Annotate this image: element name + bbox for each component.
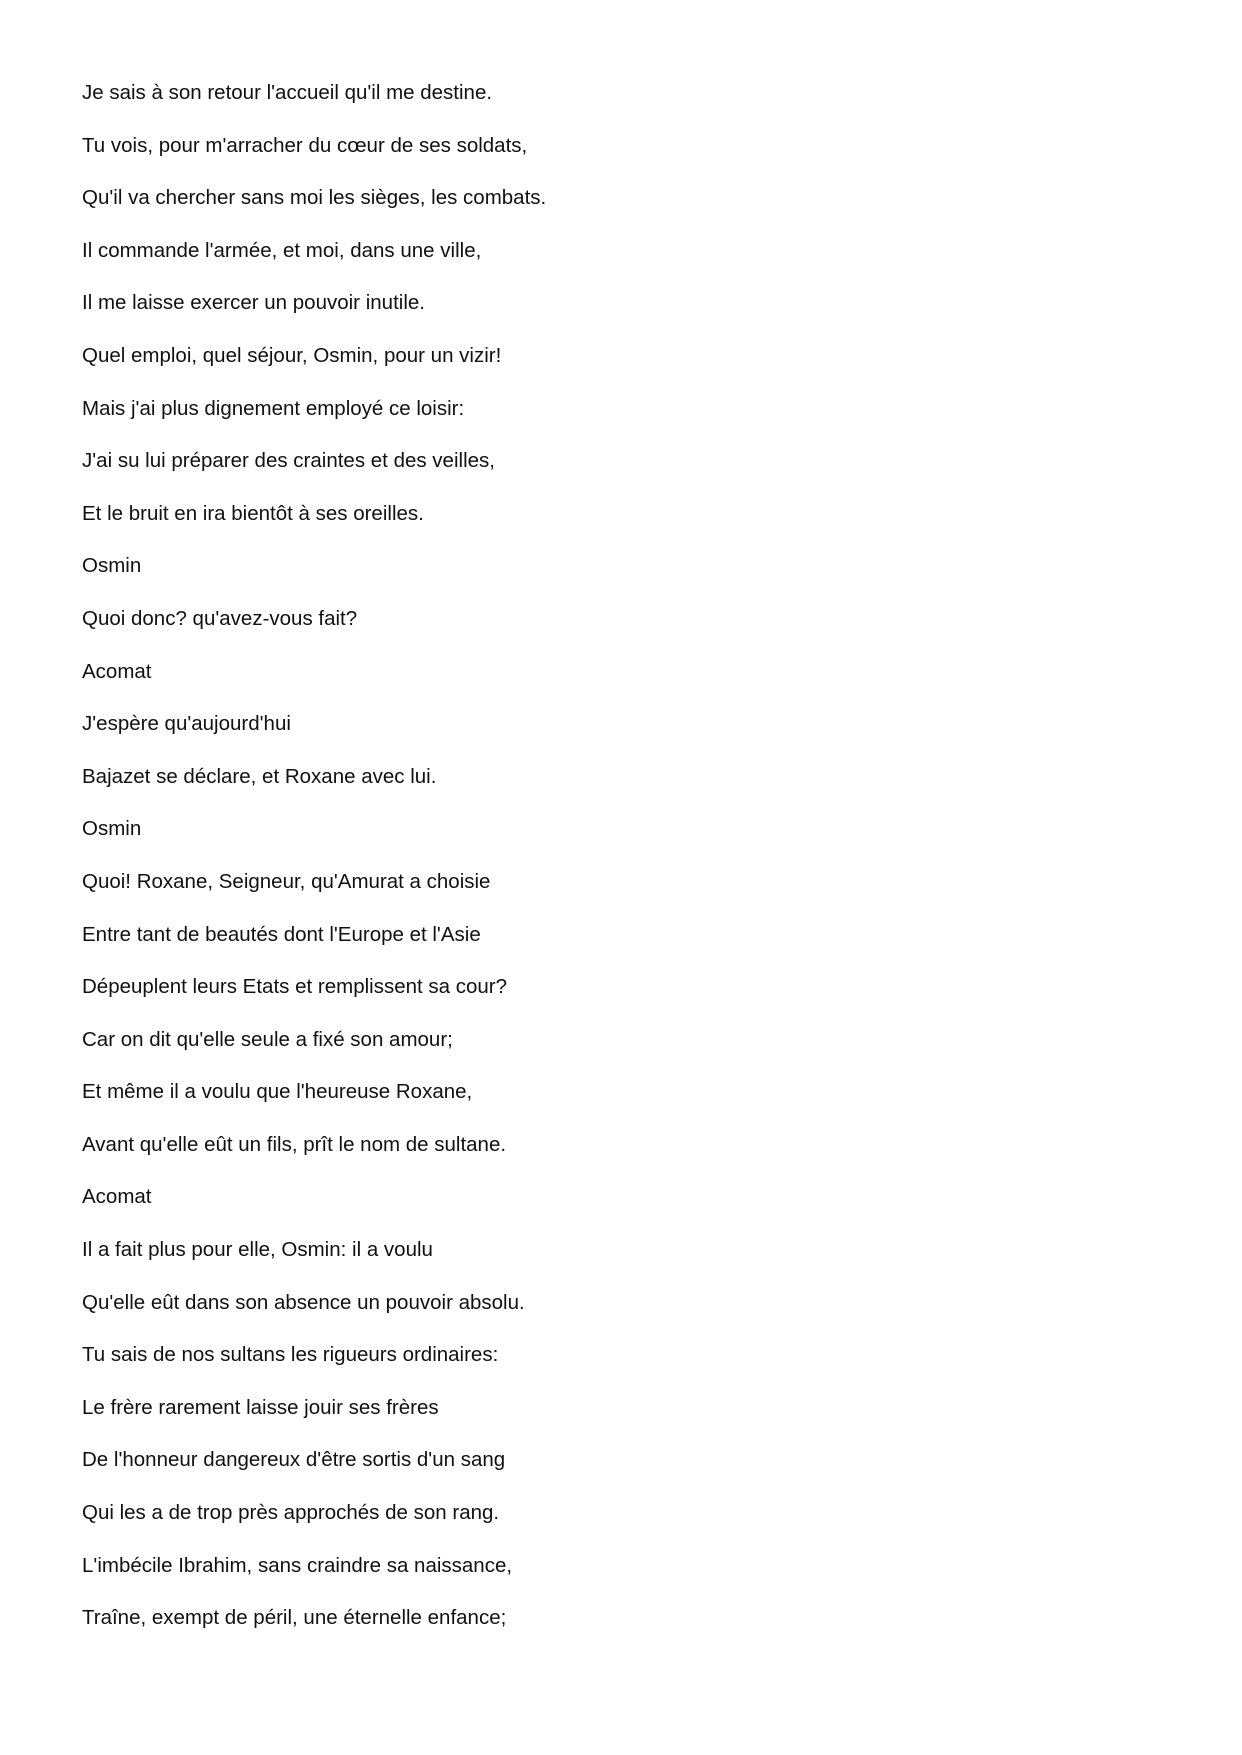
text-line: Il me laisse exercer un pouvoir inutile. bbox=[82, 291, 425, 315]
text-line: Entre tant de beautés dont l'Europe et l'Asie bbox=[82, 922, 481, 946]
text-line: Tu sais de nos sultans les rigueurs ordinaires: bbox=[82, 1343, 499, 1367]
text-line: Quoi donc? qu'avez-vous fait? bbox=[82, 606, 358, 630]
text-line: Quoi! Roxane, Seigneur, qu'Amurat a choisie bbox=[82, 869, 491, 893]
text-line: Traîne, exempt de péril, une éternelle enfance; bbox=[82, 1606, 507, 1630]
text-line: J'espère qu'aujourd'hui bbox=[82, 712, 291, 736]
text-line: Tu vois, pour m'arracher du cœur de ses soldats, bbox=[82, 133, 528, 157]
text-line: Avant qu'elle eût un fils, prît le nom de sultane. bbox=[82, 1132, 507, 1156]
text-line: Et même il a voulu que l'heureuse Roxane, bbox=[82, 1080, 473, 1104]
text-line: Qu'il va chercher sans moi les sièges, les combats. bbox=[82, 186, 547, 210]
text-line: Mais j'ai plus dignement employé ce loisir: bbox=[82, 396, 465, 420]
text-line: Quel emploi, quel séjour, Osmin, pour un vizir! bbox=[82, 343, 502, 367]
text-line: Il a fait plus pour elle, Osmin: il a voulu bbox=[82, 1238, 433, 1262]
text-line: Le frère rarement laisse jouir ses frères bbox=[82, 1395, 439, 1419]
text-line: L'imbécile Ibrahim, sans craindre sa naissance, bbox=[82, 1553, 513, 1577]
text-line: Dépeuplent leurs Etats et remplissent sa cour? bbox=[82, 975, 508, 999]
text-line: Et le bruit en ira bientôt à ses oreilles. bbox=[82, 501, 424, 525]
text-line: Qui les a de trop près approchés de son rang. bbox=[82, 1501, 500, 1525]
text-line: Je sais à son retour l'accueil qu'il me destine. bbox=[82, 81, 493, 104]
text-line: Car on dit qu'elle seule a fixé son amour; bbox=[82, 1027, 453, 1051]
text-line: De l'honneur dangereux d'être sortis d'un sang bbox=[82, 1448, 506, 1472]
text-line: Qu'elle eût dans son absence un pouvoir absolu. bbox=[82, 1290, 525, 1314]
text-line: Osmin bbox=[82, 817, 142, 841]
text-line: Bajazet se déclare, et Roxane avec lui. bbox=[82, 764, 437, 788]
text-line: Acomat bbox=[82, 659, 152, 683]
text-line: Il commande l'armée, et moi, dans une ville, bbox=[82, 238, 482, 262]
text-line: Osmin bbox=[82, 554, 142, 578]
text-line: J'ai su lui préparer des craintes et des veilles, bbox=[82, 449, 495, 473]
text-body bbox=[82, 78, 1162, 1656]
text-line: Acomat bbox=[82, 1185, 152, 1209]
